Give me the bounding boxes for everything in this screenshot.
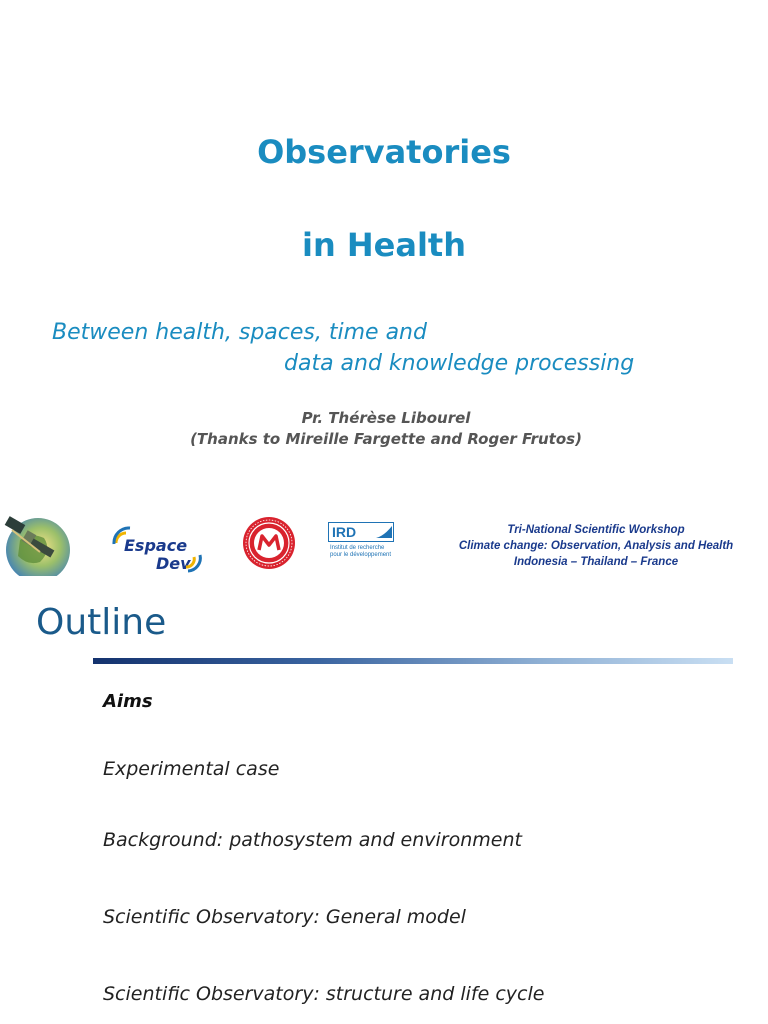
title-line-1: Observatories: [257, 133, 511, 171]
author-name: Pr. Thérèse Libourel: [301, 409, 471, 427]
svg-text:Espace: Espace: [124, 536, 188, 555]
workshop-line-3: Indonesia – Thailand – France: [513, 556, 679, 568]
ird-logo: [328, 522, 400, 562]
ird-label: IRD: [328, 522, 394, 542]
svg-text:Dev: Dev: [156, 554, 191, 573]
university-seal-icon: [242, 516, 296, 570]
ird-wave-icon: [374, 524, 394, 540]
outline-title: Outline: [36, 602, 167, 643]
workshop-line-1: Tri-National Scientific Workshop: [507, 524, 685, 536]
espace-dev-logo-icon: [112, 519, 224, 573]
title-line-2: in Health: [301, 226, 466, 264]
subtitle-line-2: data and knowledge processing: [284, 351, 635, 376]
ird-subtitle-line-2: pour le développement: [330, 552, 392, 558]
title-divider: [93, 658, 733, 664]
outline-item-aims: Aims: [103, 691, 153, 712]
outline-slide: [0, 576, 768, 1024]
author-thanks: (Thanks to Mireille Fargette and Roger Frutos): [190, 430, 582, 448]
satellite-logo-icon: [0, 510, 72, 576]
ird-subtitle-line-1: Institut de recherche: [330, 545, 385, 551]
outline-item-background: Background: pathosystem and environment: [103, 829, 522, 851]
workshop-line-2: Climate change: Observation, Analysis and Health: [458, 540, 734, 552]
subtitle-line-1: Between health, spaces, time and: [52, 320, 427, 345]
outline-item-experimental-case: Experimental case: [103, 758, 280, 780]
outline-item-general-model: Scientific Observatory: General model: [103, 906, 466, 928]
outline-item-structure-life-cycle: Scientific Observatory: structure and life cycle: [103, 983, 545, 1005]
workshop-info: [437, 522, 755, 570]
